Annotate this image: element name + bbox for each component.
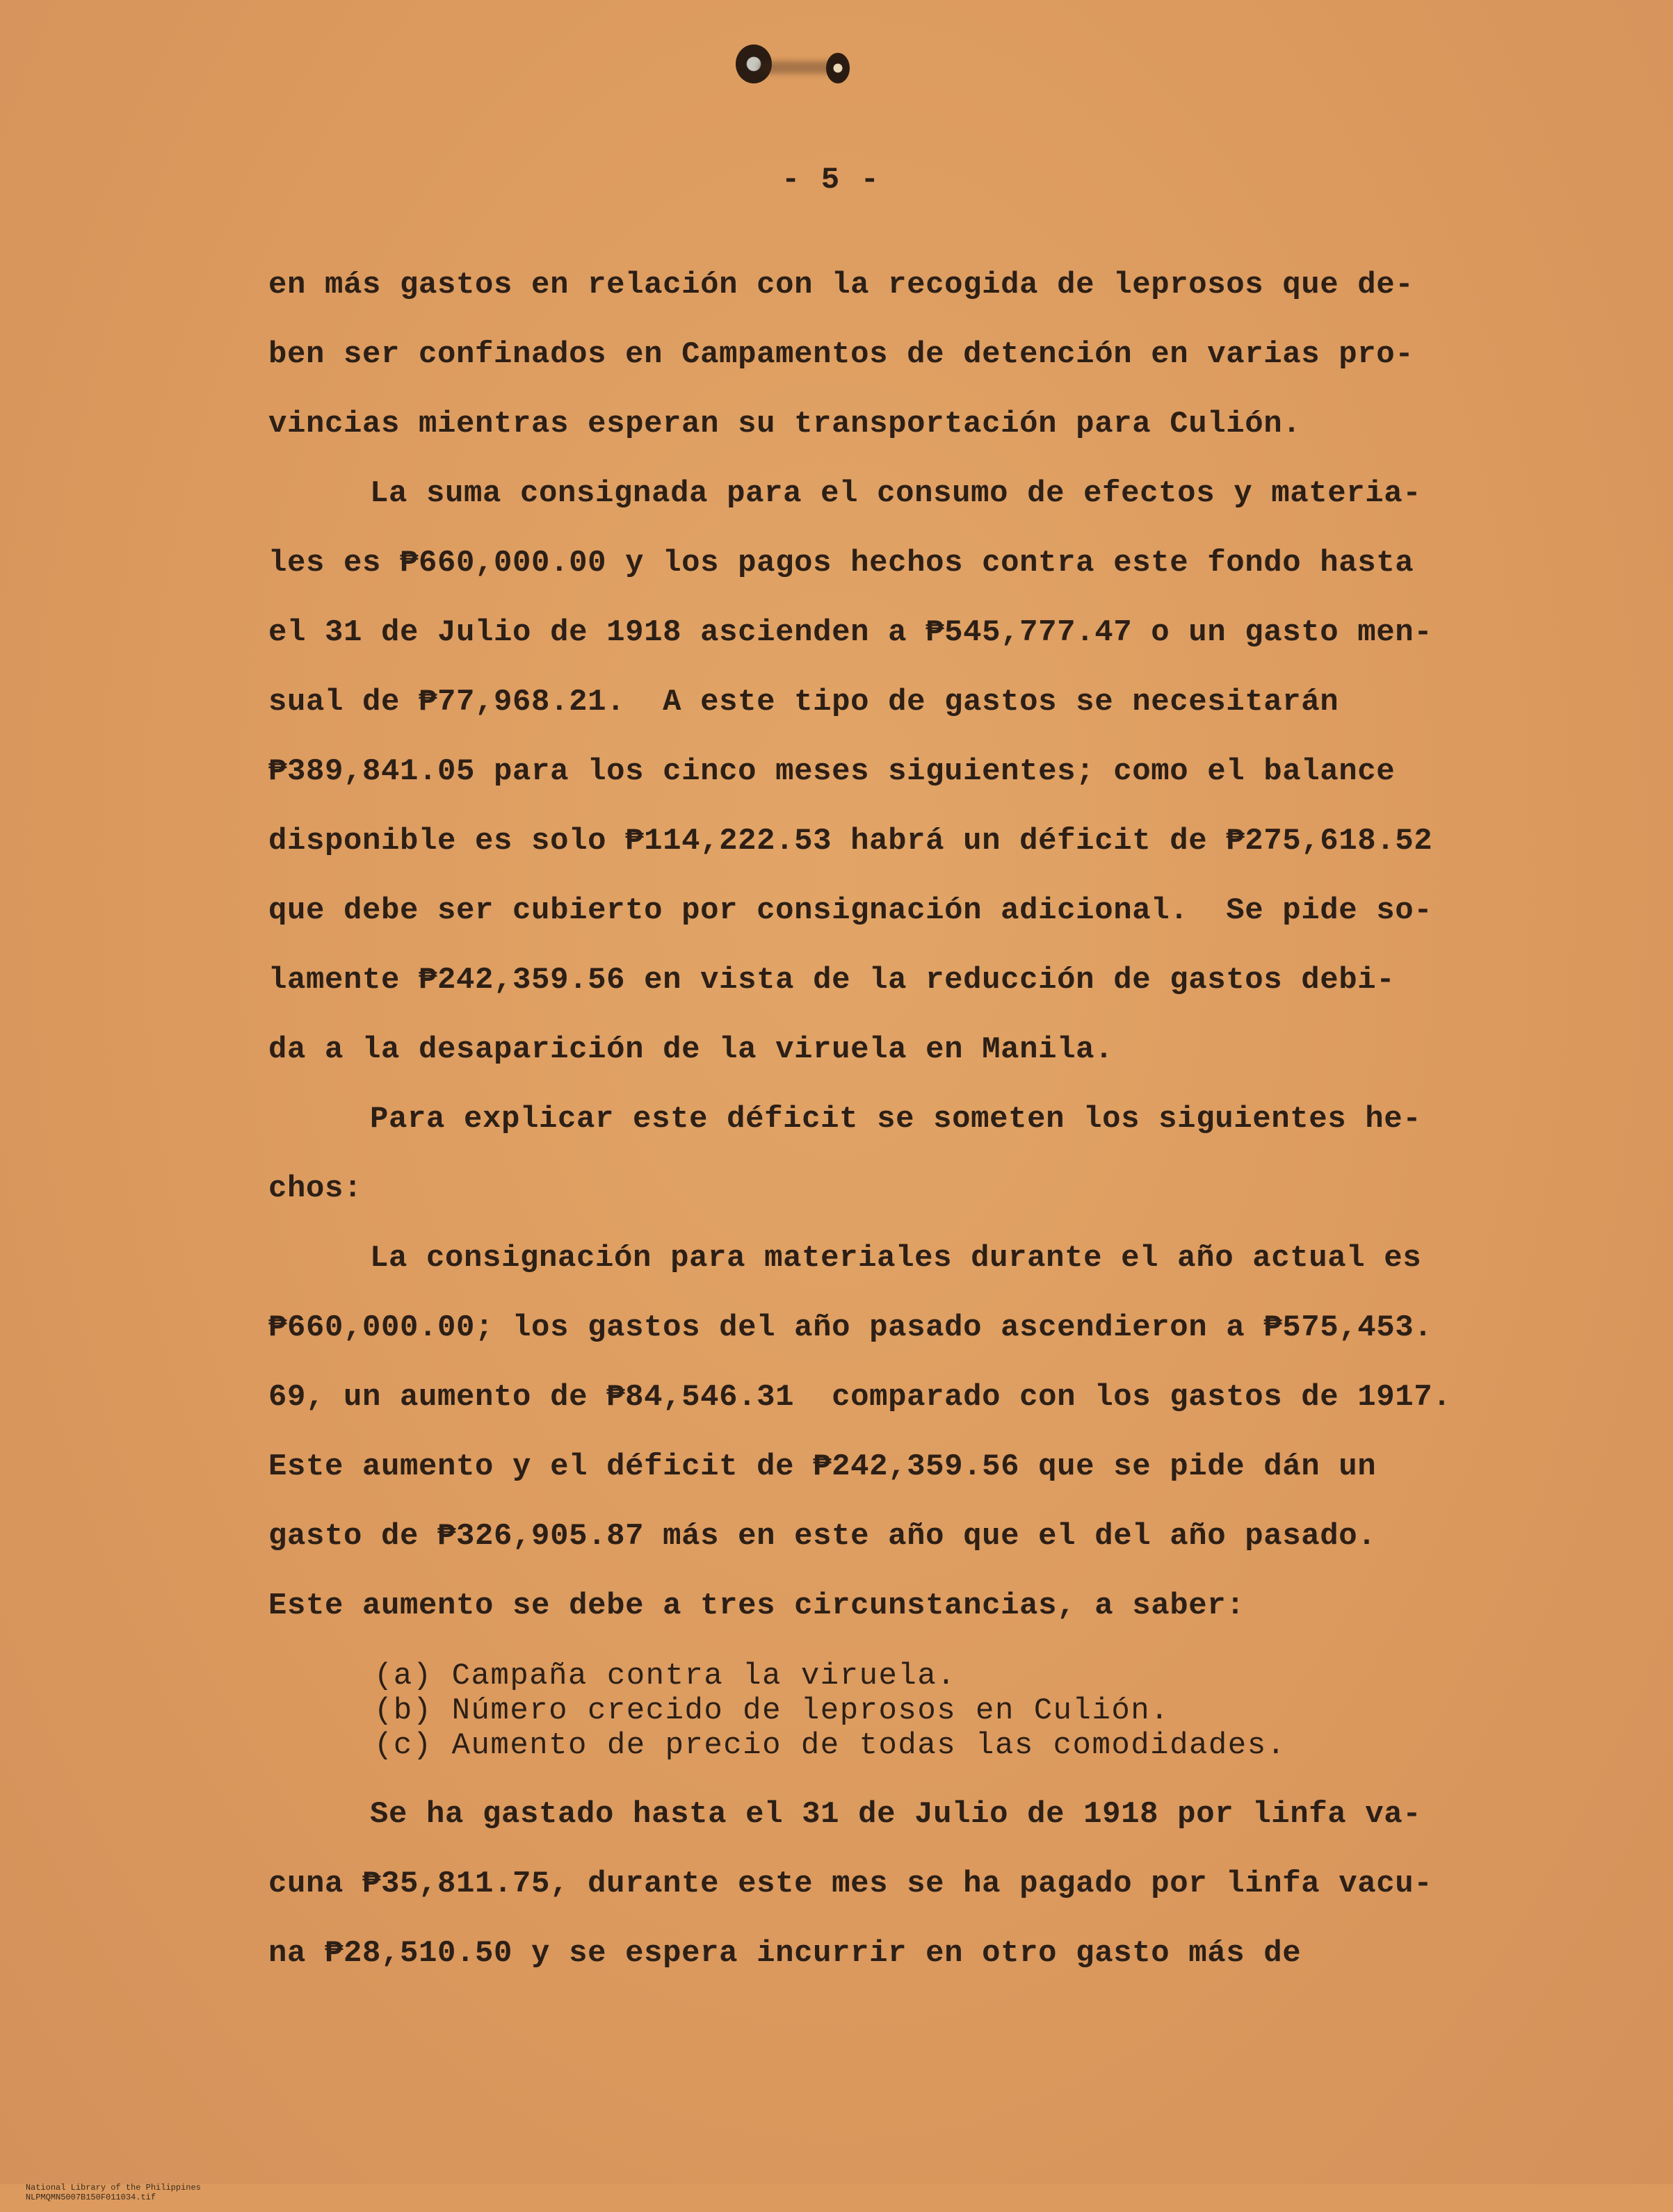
text-line: Se ha gastado hasta el 31 de Julio de 1918 por linfa va- <box>370 1797 1422 1832</box>
footer-library: National Library of the Philippines <box>25 2183 201 2193</box>
text-line: La consignación para materiales durante el año actual es <box>370 1241 1422 1276</box>
list-item: (b) Número crecido de leprosos en Culión. <box>374 1693 1170 1728</box>
page-number: - 5 - <box>782 163 881 197</box>
text-line: ₱660,000.00; los gastos del año pasado ascendieron a ₱575,453. <box>268 1310 1433 1345</box>
archive-footer <box>6 2173 218 2212</box>
list-item: (a) Campaña contra la viruela. <box>374 1659 957 1693</box>
text-line: ben ser confinados en Campamentos de detención en varias pro- <box>268 337 1414 372</box>
text-line: disponible es solo ₱114,222.53 habrá un déficit de ₱275,618.52 <box>268 824 1433 859</box>
text-line: sual de ₱77,968.21. A este tipo de gastos se necesitarán <box>268 685 1339 719</box>
text-line: Este aumento y el déficit de ₱242,359.56 que se pide dán un <box>268 1449 1377 1484</box>
text-line: Este aumento se debe a tres circunstancias, a saber: <box>268 1588 1245 1623</box>
text-line: vincias mientras esperan su transportación para Culión. <box>268 407 1302 441</box>
text-line: el 31 de Julio de 1918 ascienden a ₱545,777.47 o un gasto men- <box>268 615 1433 650</box>
text-line: les es ₱660,000.00 y los pagos hechos contra este fondo hasta <box>268 546 1414 580</box>
text-line: na ₱28,510.50 y se espera incurrir en otro gasto más de <box>268 1936 1302 1971</box>
text-line: 69, un aumento de ₱84,546.31 comparado con los gastos de 1917. <box>268 1380 1452 1415</box>
text-line: ₱389,841.05 para los cinco meses siguientes; como el balance <box>268 754 1396 789</box>
text-line: La suma consignada para el consumo de efectos y materia- <box>370 476 1422 511</box>
text-line: gasto de ₱326,905.87 más en este año que el del año pasado. <box>268 1519 1377 1554</box>
punch-hole <box>826 53 850 83</box>
text-line: que debe ser cubierto por consignación adicional. Se pide so- <box>268 893 1433 928</box>
text-line: en más gastos en relación con la recogida de leprosos que de- <box>268 268 1414 302</box>
text-line: Para explicar este déficit se someten los siguientes he- <box>370 1102 1422 1137</box>
text-line: cuna ₱35,811.75, durante este mes se ha pagado por linfa vacu- <box>268 1867 1433 1901</box>
footer-file: NLPMQMN5007B150F011034.tif <box>25 2193 156 2202</box>
text-line: lamente ₱242,359.56 en vista de la reducción de gastos debi- <box>268 963 1396 998</box>
text-line: chos: <box>268 1171 363 1206</box>
text-line: da a la desaparición de la viruela en Manila. <box>268 1032 1114 1067</box>
staple-mark <box>758 61 834 74</box>
list-item: (c) Aumento de precio de todas las comodidades. <box>374 1728 1286 1763</box>
